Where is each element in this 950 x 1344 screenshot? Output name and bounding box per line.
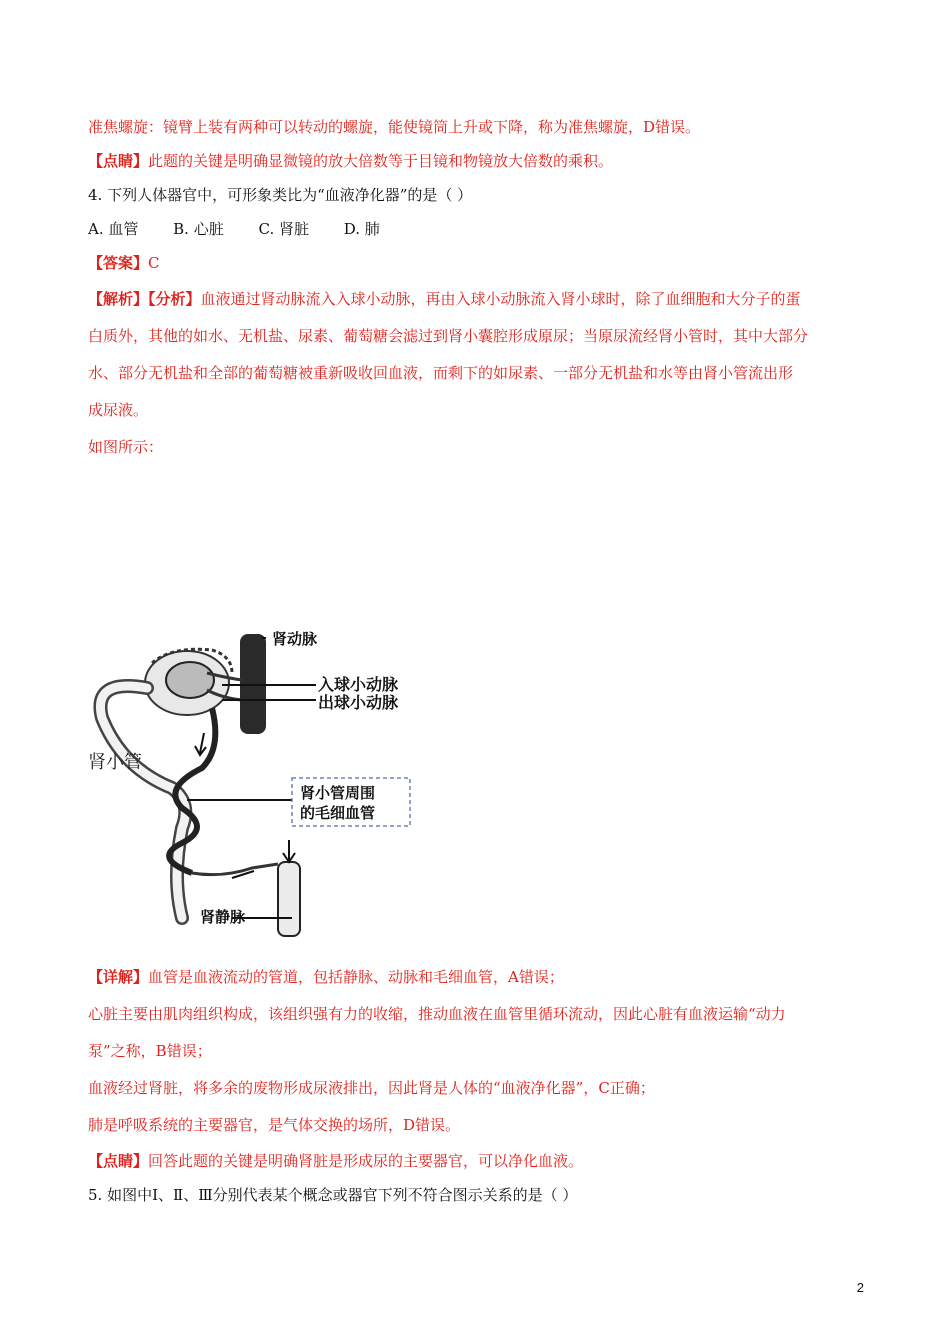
question-4: 4. 下列人体器官中，可形象类比为“血液净化器”的是（ ） <box>88 186 473 204</box>
answer-line <box>88 252 160 274</box>
option-a: A. 血管 <box>88 220 139 238</box>
detail-text: 血管是血液流动的管道，包括静脉、动脉和毛细血管，A错误； <box>148 968 564 986</box>
glomerulus <box>166 662 214 698</box>
text-line: 准焦螺旋：镜臂上装有两种可以转动的螺旋，能使镜筒上升或下降，称为准焦螺旋，D错误。 <box>88 118 701 136</box>
answer-text: C <box>148 254 160 272</box>
options-4 <box>88 218 410 240</box>
option-b: B. 心脏 <box>173 220 224 238</box>
label-renal-vein: 肾静脉 <box>200 908 246 926</box>
option-d: D. 肺 <box>343 220 380 238</box>
detail-tag: 【详解】 <box>88 968 149 986</box>
label-efferent: 出球小动脉 <box>318 693 399 712</box>
analysis-line-4: 成尿液。 <box>88 401 149 419</box>
detail-line-3: 泵”之称，B错误； <box>88 1042 212 1060</box>
answer-tag: 【答案】 <box>88 254 149 272</box>
point-text: 回答此题的关键是明确肾脏是形成尿的主要器官，可以净化血液。 <box>148 1152 584 1170</box>
detail-line-2: 心脏主要由肌肉组织构成，该组织强有力的收缩，推动血液在血管里循环流动，因此心脏有血液运输“动力 <box>88 1005 786 1023</box>
page-number: 2 <box>856 1280 864 1295</box>
option-c: C. 肾脏 <box>258 220 309 238</box>
point-line <box>88 1150 583 1172</box>
detail-line-5: 肺是呼吸系统的主要器官，是气体交换的场所，D错误。 <box>88 1116 461 1134</box>
label-afferent: 入球小动脉 <box>318 675 399 694</box>
analysis-text: 血液通过肾动脉流入入球小动脉，再由入球小动脉流入肾小球时，除了血细胞和大分子的蛋 <box>200 290 801 308</box>
label-capillary-1: 肾小管周围 <box>300 784 376 802</box>
remark-line <box>88 150 613 172</box>
figure-intro: 如图所示： <box>88 438 164 456</box>
detail-line-4: 血液经过肾脏，将多余的废物形成尿液排出，因此肾是人体的“血液净化器”，C正确； <box>88 1079 655 1097</box>
analysis-line-2: 白质外，其他的如水、无机盐、尿素、葡萄糖会滤过到肾小囊腔形成原尿；当原尿流经肾小管时，其中大部分 <box>88 327 809 345</box>
detail-line-1 <box>88 966 564 988</box>
question-5: 5. 如图中Ⅰ、Ⅱ、Ⅲ分别代表某个概念或器官下列不符合图示关系的是（ ） <box>88 1186 578 1204</box>
label-capillary-2: 的毛细血管 <box>300 804 376 822</box>
remark-tag: 【点睛】 <box>88 152 149 170</box>
analysis-line-3: 水、部分无机盐和全部的葡萄糖被重新吸收回血液，而剩下的如尿素、一部分无机盐和水等由肾小管流出形 <box>88 364 794 382</box>
point-tag: 【点睛】 <box>88 1152 149 1170</box>
nephron-diagram <box>82 628 422 938</box>
label-renal-artery: 肾动脉 <box>272 630 318 648</box>
renal-vein-vessel <box>278 862 300 936</box>
analysis-tag: 【解析】【分析】 <box>88 290 201 308</box>
remark-text: 此题的关键是明确显微镜的放大倍数等于目镜和物镜放大倍数的乘积。 <box>148 152 614 170</box>
label-tubule: 肾小管 <box>88 752 142 773</box>
analysis-line-1 <box>88 288 801 310</box>
